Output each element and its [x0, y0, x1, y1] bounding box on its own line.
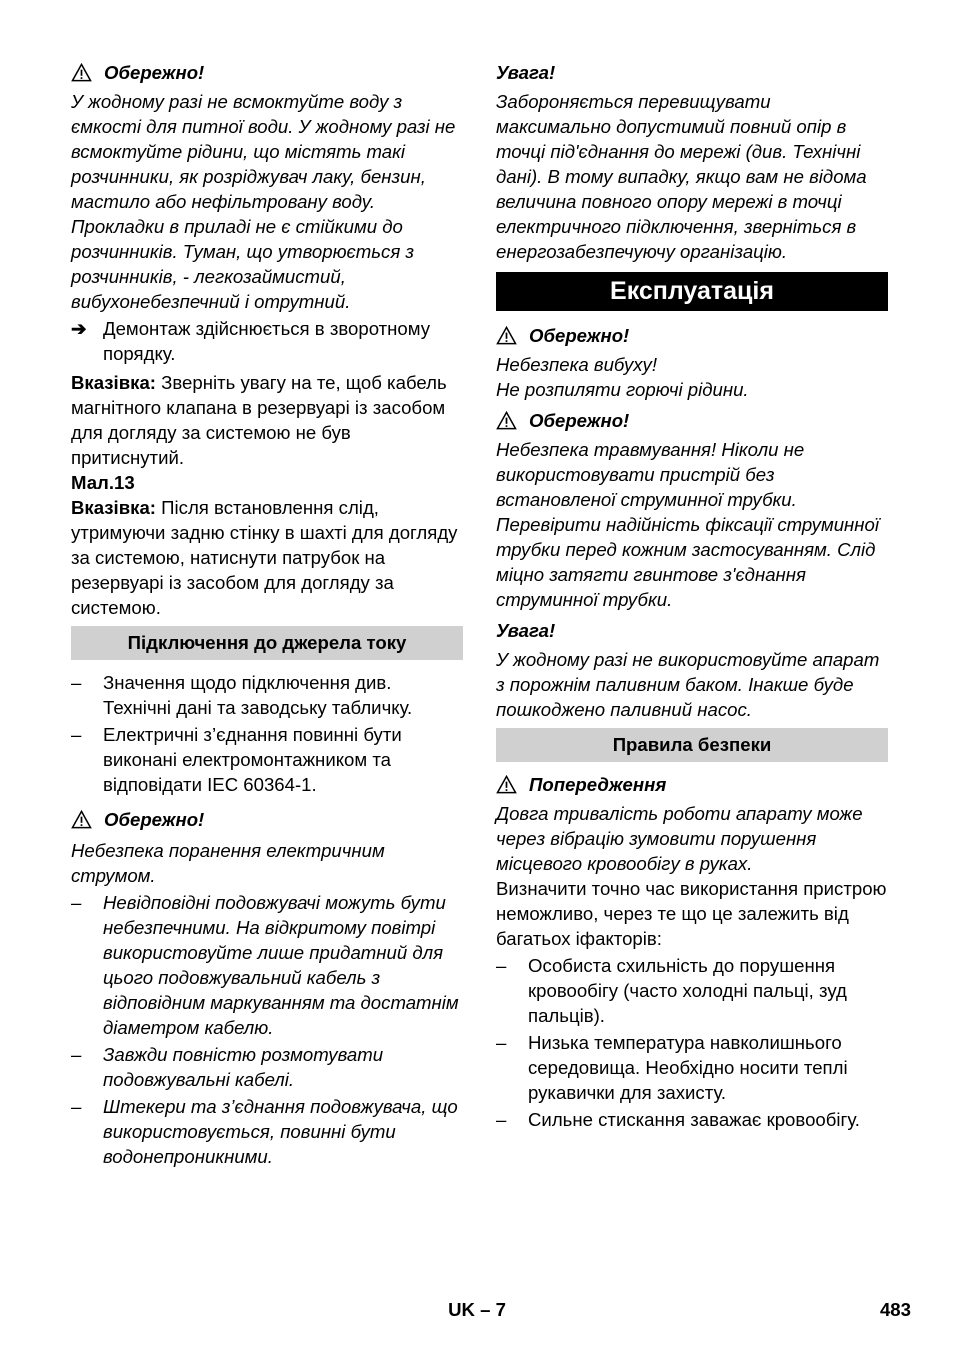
warning-text: Небезпека травмування! Ніколи не використовувати пристрій без встановленої струминної трубки. Перевірити надійність фіксації струминної трубки перед кожним застосуванням. Слід міцно затягти гвинтове з'єднання струминної трубки. [496, 439, 879, 610]
note-paragraph [71, 370, 463, 470]
list-item [71, 890, 463, 1040]
warning-heading [71, 807, 463, 832]
dash-bullet: – [71, 892, 82, 913]
list-item [71, 670, 463, 720]
attention-text: У жодному разі не використовуйте апарат з порожнім паливним баком. Інакше буде пошкоджено паливний насос. [496, 649, 880, 720]
attention-title: Увага! [496, 620, 556, 641]
warning-heading [496, 408, 888, 433]
warning-triangle-icon [496, 411, 517, 430]
list-item-text: Низька температура навколишнього середовища. Необхідно носити теплі рукавички для захисту. [528, 1032, 848, 1103]
note-label: Вказівка: [71, 372, 156, 393]
warning-triangle-icon [496, 775, 517, 794]
list-item-text: Електричні з’єднання повинні бути виконані електромонтажником та відповідати IEC 60364-1. [103, 724, 402, 795]
warning-text: У жодному разі не всмоктуйте воду з ємкості для питної води. У жодному разі не всмоктуйте рідини, що містять такі розчинники, як розріджувач лаку, бензин, мастило або нефільтровану воду. Прокладки в приладі не є стійкими до розчинників. Туман, що утворюється з розчинників, - легкозаймистий, вибухонебезпечний і отрутний. [71, 91, 456, 312]
warning-triangle-icon [496, 326, 517, 345]
list-item [496, 1030, 888, 1105]
dash-bullet: – [71, 724, 82, 745]
note-label: Вказівка: [71, 497, 156, 518]
instruction-step [71, 316, 463, 366]
dash-bullet: – [496, 955, 507, 976]
list-item [71, 722, 463, 797]
dash-bullet: – [71, 672, 82, 693]
warning-triangle-icon [71, 810, 92, 829]
warning-triangle-icon [71, 63, 92, 82]
list-item [71, 1094, 463, 1169]
dash-bullet: – [496, 1032, 507, 1053]
instruction-text: Демонтаж здійснюється в зворотному порядку. [103, 318, 431, 364]
warning-text: Довга тривалість роботи апарату може через вібрацію зумовити порушення місцевого кровообігу в руках. [496, 803, 863, 874]
warning-title: Попередження [529, 774, 667, 795]
attention-text: Забороняється перевищувати максимально допустимий повний опір в точці під'єднання до мережі (див. Технічні дані). В тому випадку, якщо вам не відома величина повного опору мережі в точці електричного підключення, зверніться в енергозабезпечуючу організацію. [496, 91, 867, 262]
list-item-text: Значення щодо підключення див. Технічні дані та заводську табличку. [103, 672, 413, 718]
page-label: UK – 7 [448, 1299, 506, 1320]
attention-title: Увага! [496, 62, 556, 83]
warning-text: Небезпека вибуху! [496, 354, 658, 375]
note-text: Після встановлення слід, утримуючи задню стінку в шахті для догляду за системою, натиснути патрубок на резервуарі із засобом для догляду за системою. [71, 497, 458, 618]
extension-cable-list [71, 890, 463, 1169]
warning-heading [496, 772, 888, 797]
warning-title: Обережно! [529, 325, 630, 346]
left-column [71, 60, 463, 1169]
dash-bullet: – [71, 1044, 82, 1065]
dash-bullet: – [496, 1109, 507, 1130]
dash-bullet: – [71, 1096, 82, 1117]
list-item-text: Невідповідні подовжувачі можуть бути небезпечними. На відкритому повітрі використовуйте лише придатний для цього подовжувальний кабель з відповідним маркуванням та достатнім діаметром кабелю. [103, 892, 459, 1038]
list-item-text: Завжди повністю розмотувати подовжувальні кабелі. [103, 1044, 384, 1090]
body-paragraph: Визначити точно час використання пристрою неможливо, через те що це залежить від багатьох іфакторів: [496, 878, 887, 949]
note-paragraph [71, 495, 463, 620]
section-heading-power: Підключення до джерела току [71, 626, 463, 660]
warning-text: Небезпека поранення електричним струмом. [71, 840, 385, 886]
warning-heading [496, 323, 888, 348]
list-item-text: Особиста схильність до порушення кровообігу (часто холодні пальці, зуд пальців). [528, 955, 847, 1026]
warning-title: Обережно! [529, 410, 630, 431]
power-list [71, 670, 463, 797]
list-item [496, 1107, 888, 1132]
figure-reference: Мал.13 [71, 472, 135, 493]
page-number: 483 [879, 1299, 911, 1320]
warning-heading [71, 60, 463, 85]
note-text: Зверніть увагу на те, щоб кабель магнітного клапана в резервуарі із засобом для догляду за системою не був притиснутий. [71, 372, 447, 468]
warning-title: Обережно! [104, 62, 205, 83]
main-heading-operation: Експлуатація [496, 272, 888, 311]
section-heading-safety: Правила безпеки [496, 728, 888, 762]
right-column [496, 60, 888, 1132]
safety-list [496, 953, 888, 1132]
list-item [496, 953, 888, 1028]
arrow-right-icon: ➔ [71, 318, 87, 339]
list-item [71, 1042, 463, 1092]
warning-title: Обережно! [104, 809, 205, 830]
list-item-text: Сильне стискання заважає кровообігу. [528, 1109, 860, 1130]
list-item-text: Штекери та з’єднання подовжувача, що використовується, повинні бути водонепроникними. [103, 1096, 458, 1167]
warning-text: Не розпиляти горючі рідини. [496, 379, 749, 400]
